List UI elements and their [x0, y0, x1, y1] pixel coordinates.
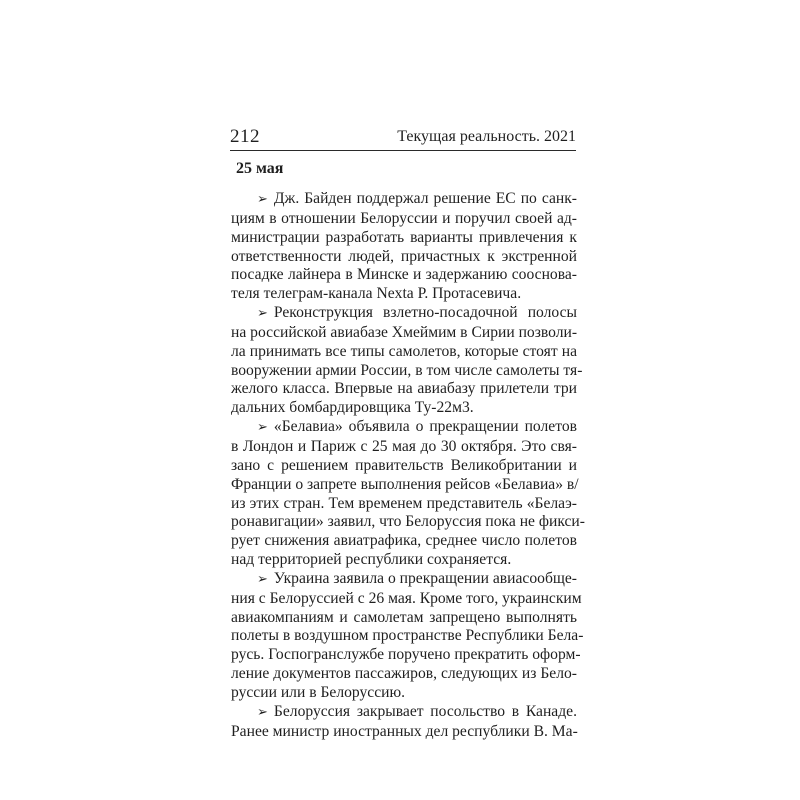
text-line — [231, 476, 577, 495]
text-line-content: ронавигации» заявил, что Белоруссия пока не фикси- — [231, 513, 585, 531]
text-line-content: Белоруссия закрывает посольство в Канаде. — [273, 702, 577, 720]
news-item — [231, 304, 583, 418]
text-line — [231, 646, 581, 665]
arrow-bullet-icon: ➢ — [257, 306, 268, 322]
text-line — [231, 380, 577, 399]
text-line-content: полеты в воздушном пространстве Республики Бела- — [231, 627, 584, 645]
text-line-content: руссии или в Белоруссию. — [231, 683, 406, 701]
text-line-content: Ранее министр иностранных дел республики В. Ма- — [231, 722, 578, 740]
text-line — [231, 324, 577, 343]
text-line — [231, 457, 577, 476]
date-heading: 25 мая — [236, 160, 284, 177]
text-line — [231, 361, 583, 381]
text-line-content: дальних бомбардировщика Ту-22м3. — [231, 399, 474, 417]
text-line — [231, 438, 577, 457]
text-line-content: ответственности людей, причастных к экстренной — [231, 247, 577, 265]
text-line — [231, 723, 577, 742]
text-line — [231, 589, 582, 609]
news-item — [231, 190, 577, 304]
running-title: Текущая реальность. 2021 — [397, 128, 576, 145]
text-line-content: вооружении армии России, в том числе самолеты тя- — [231, 361, 583, 379]
text-line-content: ла принимать все типы самолетов, которые стоят на — [231, 342, 577, 360]
text-line-content: зано с решением правительств Великобритании и — [231, 456, 577, 474]
text-line — [231, 684, 577, 703]
text-line — [231, 570, 577, 590]
text-line-content: ния с Белоруссией с 26 мая. Кроме того, украинским — [231, 589, 582, 607]
text-line-content: посадке лайнера в Минске и задержанию сооснова- — [231, 266, 577, 284]
page-header — [230, 124, 576, 151]
text-line — [231, 495, 577, 514]
arrow-bullet-icon: ➢ — [257, 571, 268, 587]
arrow-bullet-icon: ➢ — [257, 420, 268, 436]
text-line-content: «Белавиа» объявила о прекращении полетов — [273, 418, 577, 436]
text-line — [231, 513, 585, 532]
text-line — [231, 627, 584, 646]
text-line-content: циям в отношении Белоруссии и поручил своей ад- — [231, 209, 577, 227]
text-line — [231, 229, 577, 248]
text-line-content: Франции о запрете выполнения рейсов «Белавиа» в/ — [231, 475, 579, 493]
text-line-content: теля телеграм-канала Nexta Р. Протасевича. — [231, 285, 522, 303]
arrow-bullet-icon: ➢ — [257, 192, 268, 207]
text-line-content: желого класса. Впервые на авиабазу прилетели три — [231, 380, 577, 398]
text-line — [231, 551, 577, 570]
text-line-content: на российской авиабазе Хмеймим в Сирии позволи- — [231, 323, 578, 341]
news-item — [231, 569, 584, 703]
arrow-bullet-icon: ➢ — [257, 704, 268, 720]
text-line — [231, 532, 577, 551]
page-number: 212 — [230, 126, 260, 147]
text-line-content: Реконструкция взлетно-посадочной полосы — [273, 304, 577, 322]
text-line-content: в Лондон и Париж с 25 мая до 30 октября. Это свя- — [231, 437, 577, 455]
text-line — [231, 343, 577, 362]
text-line-content: русь. Госпогранслужбе поручено прекратить оформ- — [231, 646, 581, 664]
text-line — [231, 609, 577, 628]
text-line — [231, 210, 577, 229]
text-line-content: Дж. Байден поддержал решение ЕС по санк- — [273, 190, 577, 207]
text-line — [231, 703, 577, 723]
text-line — [231, 248, 577, 267]
text-line — [231, 304, 577, 324]
text-line-content: авиакомпаниям и самолетам запрещено выполнять — [231, 608, 577, 626]
text-line-content: Украина заявила о прекращении авиасообще- — [273, 569, 577, 587]
text-line-content: министрации разработать варианты привлечения к — [231, 228, 577, 246]
text-line-content: ление документов пассажиров, следующих из Бело- — [231, 665, 577, 683]
text-line — [231, 665, 577, 684]
text-line-content: рует снижения авиатрафика, среднее число полетов — [231, 532, 577, 550]
text-line — [231, 418, 577, 438]
news-item — [231, 703, 577, 742]
text-line-content: из этих стран. Тем временем представитель «Белаэ- — [231, 494, 577, 512]
text-line — [231, 190, 577, 210]
news-item — [231, 418, 585, 570]
text-line-content: над территорией республики сохраняется. — [231, 551, 512, 569]
article-body — [231, 190, 585, 741]
text-line — [231, 285, 577, 304]
text-line — [231, 399, 577, 418]
text-line — [231, 266, 577, 285]
